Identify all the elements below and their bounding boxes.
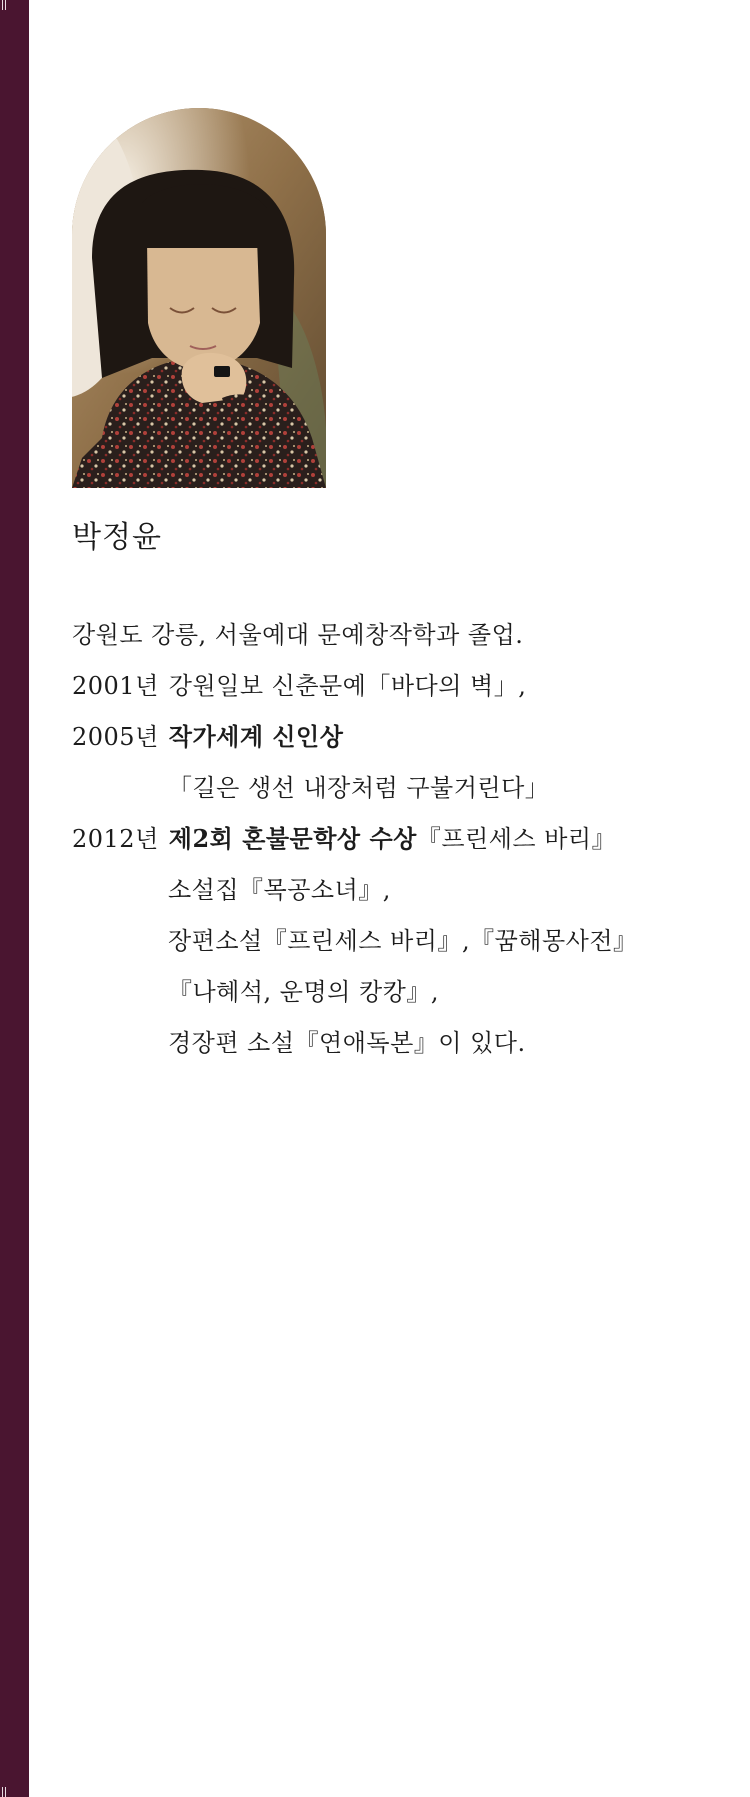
bio-line-2005	[72, 714, 692, 765]
bio-2012-award: 제2회 혼불문학상 수상	[168, 824, 417, 853]
bio-2005-award: 작가세계 신인상	[168, 722, 344, 751]
bio-line-novella	[72, 1020, 692, 1071]
bio-year-2012: 2012년	[72, 825, 159, 853]
corner-mark-top	[2, 0, 6, 10]
bio-2005-work-title: 「길은 생선 내장처럼 구불거린다」	[168, 774, 550, 802]
bio-short-stories-text: 소설집『목공소녀』,	[168, 876, 391, 904]
bio-2012-work-title: 『프린세스 바리』	[416, 825, 617, 853]
bio-novels-text: 장편소설『프린세스 바리』,『꿈해몽사전』	[168, 927, 638, 955]
author-name: 박정윤	[72, 520, 162, 555]
bio-line-short-stories	[72, 867, 692, 918]
bio-line-2001	[72, 663, 692, 714]
bio-novel-nahyeseok-text: 『나혜석, 운명의 캉캉』,	[168, 978, 439, 1006]
bio-education-text: 강원도 강릉, 서울예대 문예창작학과 졸업.	[72, 621, 524, 649]
bio-year-2001: 2001년	[72, 672, 159, 700]
author-biography	[72, 612, 692, 1071]
bio-line-novels	[72, 918, 692, 969]
left-sidebar-bar	[0, 0, 29, 1797]
author-photo	[72, 108, 326, 488]
author-photo-illustration	[72, 108, 326, 488]
bio-year-2005: 2005년	[72, 723, 159, 751]
bio-line-2005-work	[72, 765, 692, 816]
bio-novella-text: 경장편 소설『연애독본』이 있다.	[168, 1029, 526, 1057]
bio-line-novel-nahyeseok	[72, 969, 692, 1020]
bio-line-2012	[72, 816, 692, 867]
corner-mark-bottom	[2, 1787, 6, 1797]
bio-line-education	[72, 612, 692, 663]
bio-2001-text: 강원일보 신춘문예「바다의 벽」,	[168, 672, 527, 700]
